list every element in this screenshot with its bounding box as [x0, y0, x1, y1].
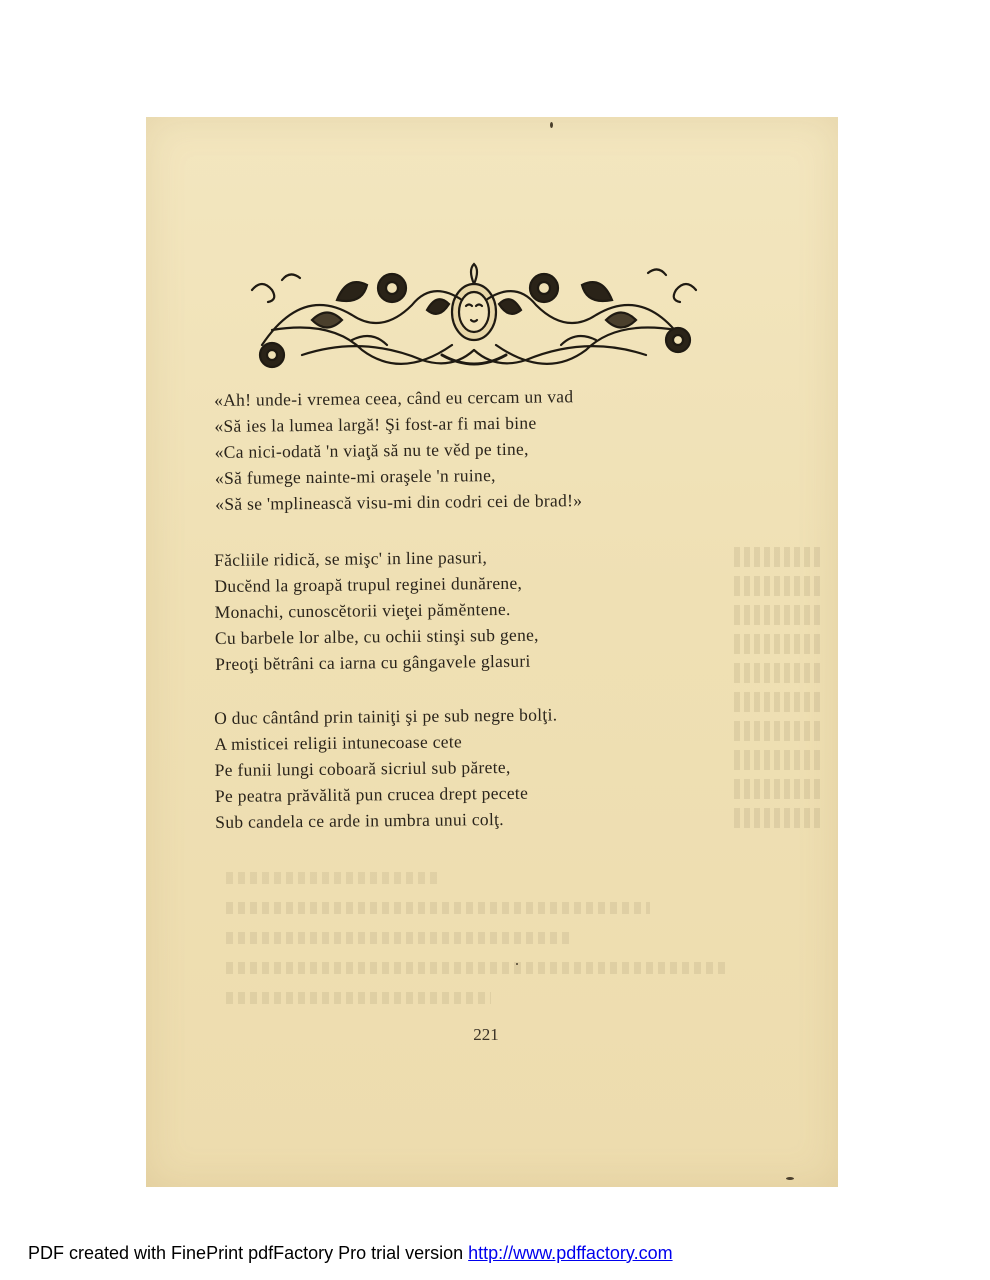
verse-line: Făcliile ridică, se mişc' in line pasuri, [214, 547, 488, 570]
show-through-text [734, 547, 834, 1147]
verse-line: Monachi, cunoscĕtorii vieţei pămĕntene. [214, 598, 511, 622]
show-through-text [226, 872, 756, 1002]
paper-speck [786, 1177, 794, 1180]
verse-line: Pe peatra prăvălită pun crucea drept pecete [214, 782, 529, 806]
footer-link[interactable]: http://www.pdffactory.com [468, 1243, 673, 1263]
floral-headpiece-ornament-icon [242, 260, 706, 370]
verse-line: Cu barbele lor albe, cu ochii stinşi sub gene, [214, 624, 539, 648]
paper-speck [550, 122, 553, 128]
verse-line: A misticei religii intunecoase cete [214, 731, 463, 754]
paper-speck [516, 963, 518, 965]
scanned-page [146, 117, 838, 1187]
stanza-3 [214, 699, 755, 835]
verse-line: Ducĕnd la groapă trupul reginei dunărene, [214, 572, 523, 596]
footer-text: PDF created with FinePrint pdfFactory Pro trial version [28, 1243, 469, 1263]
verse-line: «Ah! unde-i vremea ceea, când eu cercam un vad [214, 386, 574, 410]
page-number: 221 [473, 1025, 499, 1044]
pdf-footer [28, 1243, 673, 1264]
verse-line: Sub candela ce arde in umbra unui colţ. [215, 808, 505, 832]
verse-line: Pe funii lungi coboară sicriul sub părete, [214, 756, 511, 780]
verse-line: «Să ies la lumea largă! Şi fost-ar fi mai bine [214, 412, 537, 436]
stanza-2 [214, 541, 755, 677]
verse-line: O duc cântând prin tainiţi şi pe sub negre bolţi. [214, 704, 558, 728]
verse-line: Preoţi bĕtrâni ca iarna cu gângavele glasuri [215, 650, 531, 674]
verse-line: «Să se 'mplinească visu-mi din codri cei de brad!» [215, 490, 583, 514]
verse-line: «Ca nici-odată 'n viaţă să nu te vĕd pe tine, [214, 438, 529, 462]
verse-line: «Să fumege nainte-mi oraşele 'n ruine, [214, 465, 496, 488]
stanza-1 [214, 381, 755, 517]
